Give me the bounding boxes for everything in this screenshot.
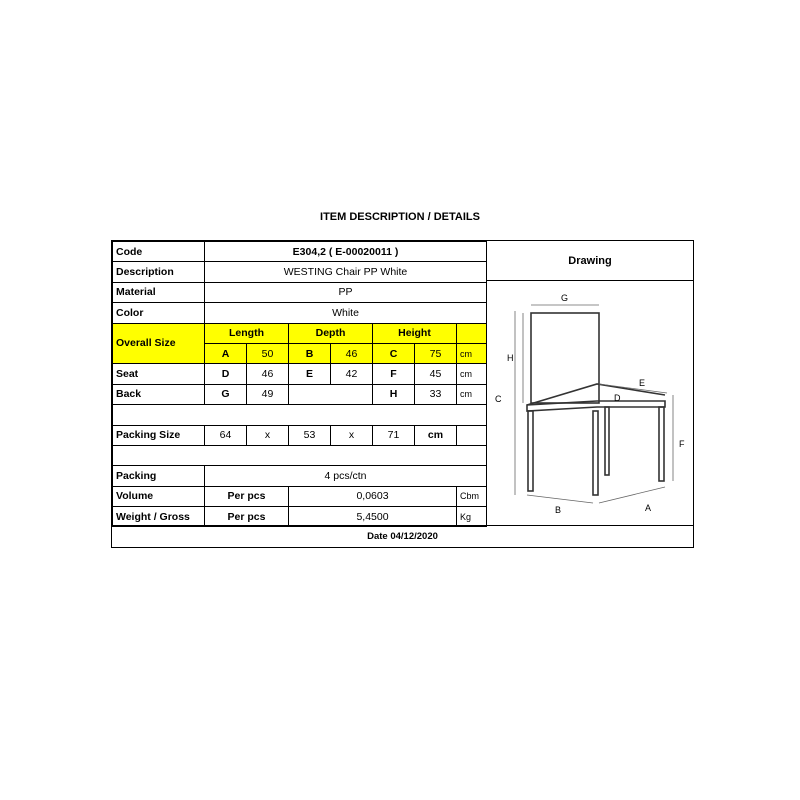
volume-value: 0,0603 — [289, 486, 457, 506]
dim-line-b — [527, 495, 593, 503]
row-material — [113, 282, 487, 302]
length-header: Length — [205, 323, 289, 343]
chair-drawing-svg — [487, 281, 694, 525]
dim-label-c: C — [495, 394, 502, 404]
row-code — [113, 242, 487, 262]
packing-label: Packing — [113, 466, 205, 486]
seat-value-f: 45 — [415, 364, 457, 384]
chair-leg-front-right — [659, 407, 664, 481]
dim-label-g: G — [561, 293, 569, 303]
color-value: White — [205, 303, 487, 323]
back-empty — [289, 384, 373, 404]
code-value: E304,2 ( E-00020011 ) — [205, 242, 487, 262]
drawing-heading: Drawing — [486, 241, 693, 281]
row-back — [113, 384, 487, 404]
weight-value: 5,4500 — [289, 507, 457, 527]
seat-unit: cm — [457, 364, 487, 384]
row-packing-size — [113, 425, 487, 445]
row-blank-1 — [113, 405, 487, 425]
dim-label-h: H — [507, 353, 514, 363]
volume-per: Per pcs — [205, 486, 289, 506]
seat-value-d: 46 — [247, 364, 289, 384]
dim-label-b: B — [555, 505, 562, 515]
row-volume — [113, 486, 487, 506]
row-weight — [113, 507, 487, 527]
back-label: Back — [113, 384, 205, 404]
depth-key: B — [289, 343, 331, 363]
description-label: Description — [113, 262, 205, 282]
back-value-g: 49 — [247, 384, 289, 404]
dim-label-d: D — [614, 393, 621, 403]
material-label: Material — [113, 282, 205, 302]
seat-key-e: E — [289, 364, 331, 384]
row-blank-2 — [113, 445, 487, 465]
seat-key-f: F — [373, 364, 415, 384]
volume-label: Volume — [113, 486, 205, 506]
date-footer: Date 04/12/2020 — [112, 525, 693, 547]
height-header: Height — [373, 323, 457, 343]
document-title: ITEM DESCRIPTION / DETAILS — [320, 211, 480, 223]
back-key-h: H — [373, 384, 415, 404]
chair-backrest — [531, 313, 599, 403]
weight-per: Per pcs — [205, 507, 289, 527]
packing-size-label: Packing Size — [113, 425, 205, 445]
packing-size-unit: cm — [415, 425, 457, 445]
chair-outline — [527, 313, 665, 495]
chair-leg-back-right — [605, 407, 609, 475]
dim-label-f: F — [679, 439, 685, 449]
row-overall-size-header — [113, 323, 487, 343]
back-key-g: G — [205, 384, 247, 404]
color-label: Color — [113, 303, 205, 323]
chair-drawing — [486, 281, 693, 525]
dim-label-e: E — [639, 378, 646, 388]
overall-size-spacer — [457, 323, 487, 343]
packing-size-spacer — [457, 425, 487, 445]
weight-label: Weight / Gross — [113, 507, 205, 527]
blank-row — [113, 405, 487, 425]
depth-header: Depth — [289, 323, 373, 343]
row-seat — [113, 364, 487, 384]
dim-line-a — [599, 487, 665, 503]
weight-unit: Kg — [457, 507, 487, 527]
packing-size-length: 64 — [205, 425, 247, 445]
seat-key-d: D — [205, 364, 247, 384]
row-description — [113, 262, 487, 282]
packing-size-x2: x — [331, 425, 373, 445]
length-value: 50 — [247, 343, 289, 363]
length-key: A — [205, 343, 247, 363]
material-value: PP — [205, 282, 487, 302]
code-label: Code — [113, 242, 205, 262]
row-color — [113, 303, 487, 323]
description-value: WESTING Chair PP White — [205, 262, 487, 282]
back-value-h: 33 — [415, 384, 457, 404]
packing-value: 4 pcs/ctn — [205, 466, 487, 486]
overall-size-unit: cm — [457, 343, 487, 363]
overall-size-label: Overall Size — [113, 323, 205, 364]
spec-table — [112, 241, 487, 527]
spec-sheet — [111, 240, 694, 548]
packing-size-height: 71 — [373, 425, 415, 445]
height-key: C — [373, 343, 415, 363]
dimension-labels — [495, 293, 685, 515]
seat-label: Seat — [113, 364, 205, 384]
chair-leg-back-left — [528, 411, 533, 491]
depth-value: 46 — [331, 343, 373, 363]
packing-size-width: 53 — [289, 425, 331, 445]
dim-line-e — [599, 384, 667, 393]
chair-leg-front-left — [593, 411, 598, 495]
blank-row — [113, 445, 487, 465]
dim-label-a: A — [645, 503, 652, 513]
back-unit: cm — [457, 384, 487, 404]
row-packing — [113, 466, 487, 486]
seat-value-e: 42 — [331, 364, 373, 384]
height-value: 75 — [415, 343, 457, 363]
volume-unit: Cbm — [457, 486, 487, 506]
packing-size-x1: x — [247, 425, 289, 445]
